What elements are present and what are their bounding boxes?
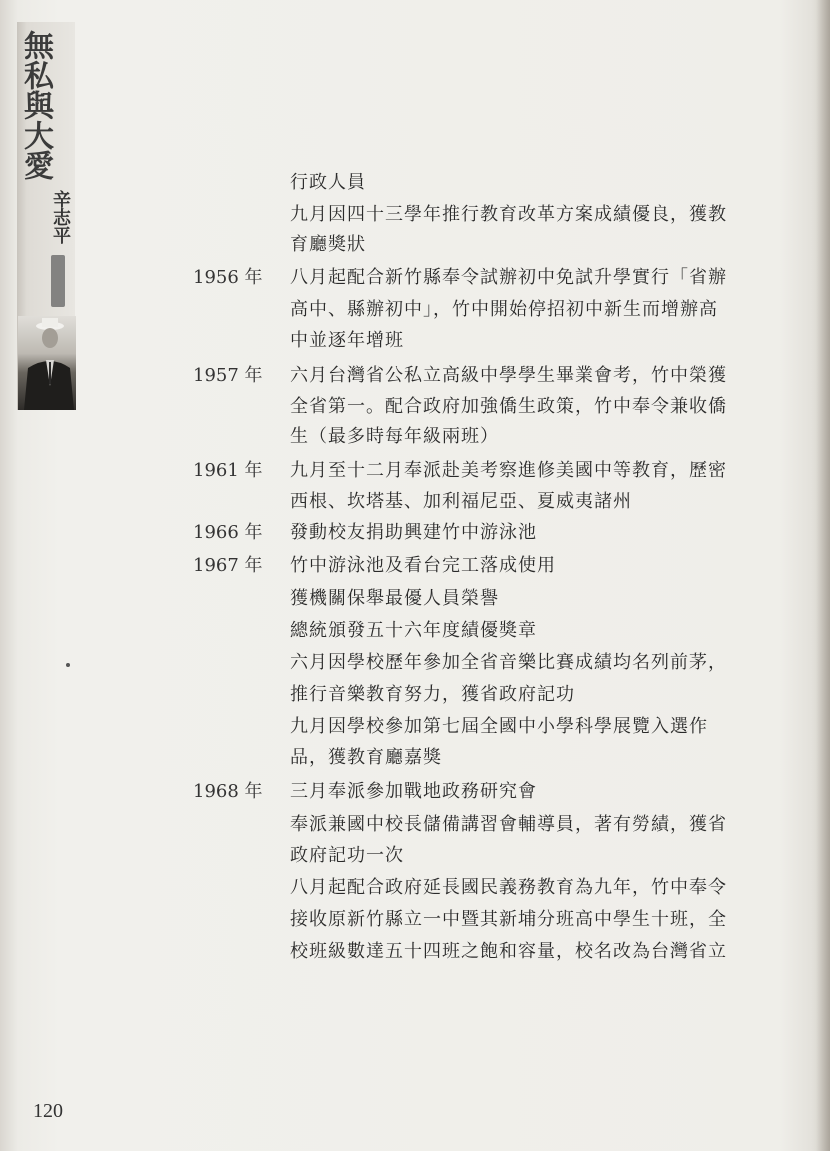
timeline-line: 全省第一。配合政府加強僑生政策，竹中奉令兼收僑 bbox=[290, 396, 727, 417]
timeline-line: 接收原新竹縣立一中暨其新埔分班高中學生十班，全 bbox=[290, 909, 727, 930]
timeline-line: 行政人員 bbox=[290, 172, 366, 193]
timeline-year: 1968 年 bbox=[193, 781, 263, 802]
timeline-line: 八月起配合政府延長國民義務教育為九年，竹中奉令 bbox=[290, 877, 727, 898]
timeline-line: 奉派兼國中校長儲備講習會輔導員，著有勞績，獲省 bbox=[290, 814, 727, 835]
timeline-year: 1967 年 bbox=[193, 555, 263, 576]
timeline-line: 推行音樂教育努力，獲省政府記功 bbox=[290, 684, 575, 705]
timeline-line: 八月起配合新竹縣奉令試辦初中免試升學實行「省辦 bbox=[290, 267, 727, 288]
timeline-year: 1966 年 bbox=[193, 522, 263, 543]
timeline-line: 育廳獎狀 bbox=[290, 234, 366, 255]
timeline-line: 品，獲教育廳嘉獎 bbox=[290, 747, 442, 768]
timeline-line: 九月至十二月奉派赴美考察進修美國中等教育，歷密 bbox=[290, 460, 727, 481]
author-portrait bbox=[18, 316, 76, 410]
timeline-line: 高中、縣辦初中」，竹中開始停招初中新生而增辦高 bbox=[290, 299, 718, 320]
timeline-line: 發動校友捐助興建竹中游泳池 bbox=[290, 522, 537, 543]
timeline-line: 三月奉派參加戰地政務研究會 bbox=[290, 781, 537, 802]
timeline-line: 獲機關保舉最優人員榮譽 bbox=[290, 588, 499, 609]
timeline-line: 六月因學校歷年參加全省音樂比賽成績均名列前茅， bbox=[290, 652, 727, 673]
timeline-line: 生（最多時每年級兩班） bbox=[290, 426, 499, 447]
timeline-year: 1957 年 bbox=[193, 365, 263, 386]
timeline-line: 九月因學校參加第七屆全國中小學科學展覽入選作 bbox=[290, 716, 708, 737]
timeline-line: 九月因四十三學年推行教育改革方案成績優良，獲教 bbox=[290, 204, 727, 225]
timeline-line: 竹中游泳池及看台完工落成使用 bbox=[290, 555, 556, 576]
timeline-year: 1961 年 bbox=[193, 460, 263, 481]
seal-stamp bbox=[51, 255, 65, 307]
calligraphy-title: 無私與大愛 bbox=[18, 30, 53, 180]
page-speck bbox=[66, 663, 70, 667]
timeline-line: 校班級數達五十四班之飽和容量，校名改為台灣省立 bbox=[290, 941, 727, 962]
page-edge-shadow bbox=[816, 0, 830, 1151]
timeline-year: 1956 年 bbox=[193, 267, 263, 288]
timeline-line: 政府記功一次 bbox=[290, 845, 404, 866]
timeline-line: 總統頒發五十六年度績優獎章 bbox=[290, 620, 537, 641]
author-name: 辛志平 bbox=[50, 190, 71, 244]
page-number: 120 bbox=[33, 1100, 63, 1122]
timeline-line: 中並逐年增班 bbox=[290, 330, 404, 351]
timeline-line: 六月台灣省公私立高級中學學生畢業會考，竹中榮獲 bbox=[290, 365, 727, 386]
timeline-line: 西根、坎塔基、加利福尼亞、夏威夷諸州 bbox=[290, 491, 632, 512]
